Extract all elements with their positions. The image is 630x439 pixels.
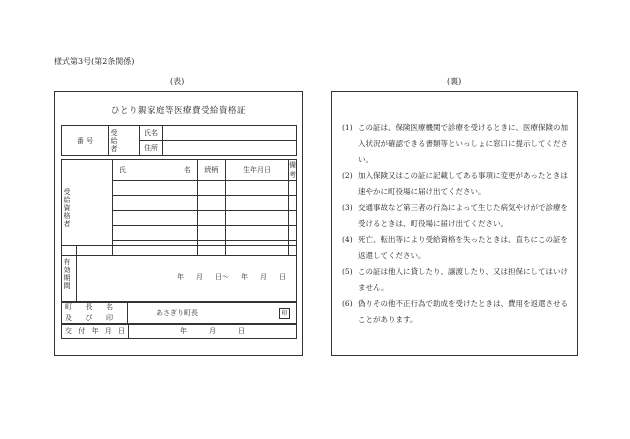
form-number: 様式第3号(第2条関係) xyxy=(54,57,135,66)
issue-label-cell xyxy=(62,324,129,339)
list-item xyxy=(342,296,570,328)
issue-year: 年 xyxy=(180,327,187,335)
list-item xyxy=(342,168,570,200)
front-card xyxy=(54,91,303,356)
mayor-label-char: 印 xyxy=(106,314,113,322)
note-text: 偽りその他不正行為で助成を受けたときは、費用を返還させることがあります。 xyxy=(358,299,568,324)
member-side-label-cell xyxy=(62,160,113,256)
validity-period-table xyxy=(61,245,297,303)
header-name-cell xyxy=(113,160,198,181)
recipient-label-cell xyxy=(109,126,140,156)
note-text: 交通事故など第三者の行為によって生じた病気やけがで診療を受けるときは、町役場に届け出てください。 xyxy=(358,203,568,228)
mayor-name: あさぎり町長 xyxy=(156,309,198,317)
number-label: 番 号 xyxy=(76,136,94,145)
note-number: (1) xyxy=(342,123,353,132)
note-number: (3) xyxy=(342,203,353,212)
seal-stamp: 印 xyxy=(279,308,290,319)
mayor-label xyxy=(62,302,128,325)
issue-label-char: 年 xyxy=(91,327,99,335)
recipient-table xyxy=(61,125,297,156)
note-number: (6) xyxy=(342,299,353,308)
note-number: (4) xyxy=(342,235,353,244)
period-value[interactable] xyxy=(77,246,297,303)
period-start-day: 日〜 xyxy=(215,273,229,281)
member-side-label: 受給資格者 xyxy=(63,187,71,228)
mayor-label-char: 及 xyxy=(65,314,72,322)
issue-day: 日 xyxy=(238,327,245,335)
note-text: この証は、保険医療機関で診療を受けるときに、医療保険の加入状況が確認できる書類等といっしょに窓口に提示してください。 xyxy=(358,123,568,164)
mayor-label-char: 長 xyxy=(85,303,93,311)
issue-date-value[interactable] xyxy=(129,324,297,339)
back-card xyxy=(331,91,578,356)
issue-label-char: 月 xyxy=(104,327,112,335)
note-text: 死亡、転出等により受給資格を失ったときは、直ちにこの証を返還してください。 xyxy=(358,235,568,260)
issue-month: 月 xyxy=(209,327,216,335)
number-label-cell xyxy=(62,126,109,156)
mayor-label-char: 名 xyxy=(106,303,113,311)
list-item xyxy=(342,120,570,168)
period-label-cell xyxy=(62,246,77,303)
back-side-label: (裏) xyxy=(447,77,462,86)
name-label: 氏名 xyxy=(140,126,163,141)
period-end-month: 月 xyxy=(260,273,267,281)
address-label: 住所 xyxy=(140,141,163,156)
name-value[interactable] xyxy=(163,126,297,141)
period-start-year: 年 xyxy=(177,273,184,281)
header-birthdate: 生年月日 xyxy=(226,160,289,181)
mayor-value xyxy=(128,302,297,325)
list-item xyxy=(342,232,570,264)
header-surname: 氏 xyxy=(119,166,126,174)
issue-label-char: 日 xyxy=(118,327,125,335)
issue-date-table xyxy=(61,323,297,339)
card-title: ひとり親家庭等医療費受給資格証 xyxy=(110,106,246,116)
note-text: 加入保険又はこの証に記載してある事項に変更があったときは速やかに町役場に届け出てください。 xyxy=(358,171,568,196)
mayor-table xyxy=(61,301,297,325)
issue-label-char: 交 xyxy=(65,327,72,335)
issue-label-char: 付 xyxy=(78,327,86,335)
mayor-label-char: び xyxy=(85,314,93,322)
mayor-label-char: 町 xyxy=(65,303,72,311)
note-text: この証は他人に貸したり、譲渡したり、又は担保にしてはいけません。 xyxy=(358,267,568,292)
list-item xyxy=(342,264,570,296)
header-given-name: 名 xyxy=(183,166,191,174)
front-side-label: (表) xyxy=(170,77,185,86)
period-label: 有効期間 xyxy=(63,258,71,290)
member-table xyxy=(61,159,297,256)
period-start-month: 月 xyxy=(196,273,203,281)
notes-list xyxy=(342,120,570,328)
header-remarks: 備考 xyxy=(289,161,296,179)
header-relation: 続柄 xyxy=(197,160,225,181)
list-item xyxy=(342,200,570,232)
address-value[interactable] xyxy=(163,141,297,156)
recipient-label: 受給者 xyxy=(110,128,118,153)
note-number: (2) xyxy=(342,171,353,180)
note-number: (5) xyxy=(342,267,353,276)
period-end-day: 日 xyxy=(279,273,286,281)
period-end-year: 年 xyxy=(241,273,248,281)
